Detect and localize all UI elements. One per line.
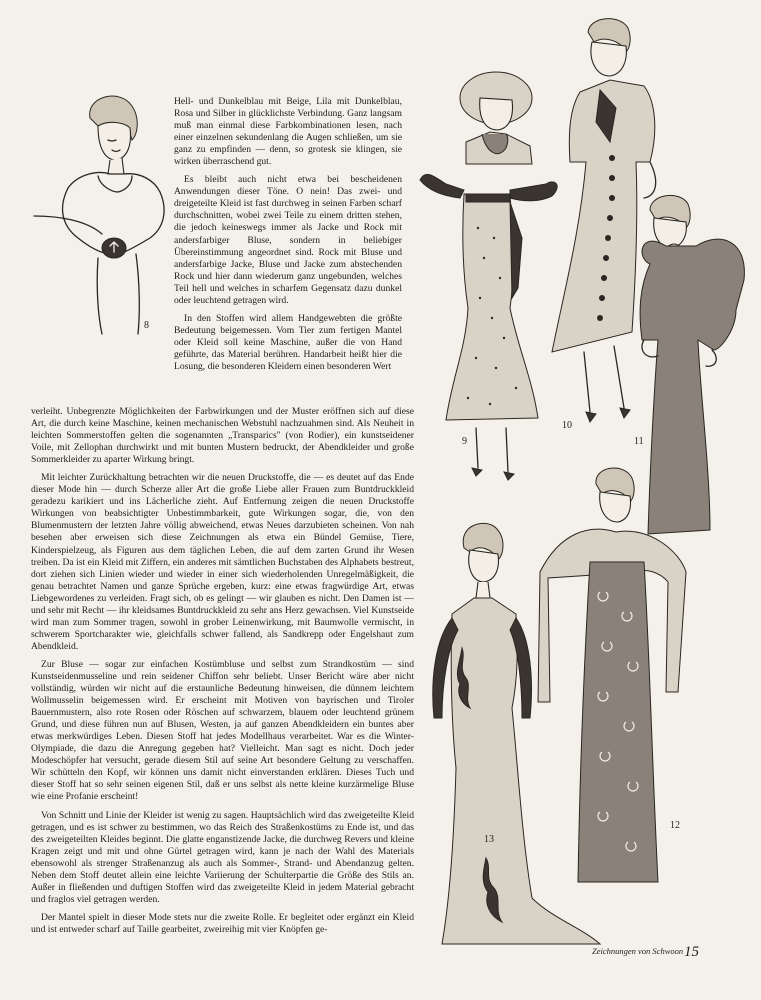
figure-number: 11 — [634, 436, 644, 447]
figure-number: 9 — [462, 436, 467, 447]
illustration-figure-12 — [520, 462, 700, 892]
figure-number: 10 — [562, 420, 572, 431]
paragraph: Es bleibt auch nicht etwa bei bescheidenen Anwendungen dieser Töne. O nein! Das zwei- und dreigeteilte Kleid ist fast durchweg in seinen Farben scharf durchschnitten, wobei zwei Teile zu einem dritten stehen, die jedoch keineswegs immer als Jacke und Rock mit andersfarbiger Bluse, sondern in beliebiger Übereinstimmung angeordnet sind. Rock mit Bluse und andersfarbige Jacke, Bluse und Jacke zum abstechenden Rock und hier dann wiederum ganz ungebunden, welches Teil hell und welches in scharfem Gegensatz dazu dunkel oder leuchtend getragen wird. — [174, 174, 402, 306]
figure-number: 8 — [144, 320, 149, 331]
article-column-upper — [174, 96, 402, 373]
figure-number: 12 — [670, 820, 680, 831]
paragraph: Zur Bluse — sogar zur einfachen Kostümbluse und selbst zum Strandkostüm — sind Kunstseidenmusseline und rein seidener Chiffon sehr beliebt. Unser Bericht wäre aber nicht vollständig, würden wir nicht auf die erstaunliche Bedeutung hinweisen, die dünnem leichtem Wollmusselin beigemessen wird. Er erscheint mit Motiven von bayrischen und Tiroler Bauernmustern, also rote Rosen oder Röschen auf schwarzem, blauem oder leuchtend grünem Grund, und diese führen nun auf Blusen, Westen, ja auf ganzen Abendkleidern ein buntes aber etwas merkwürdiges Leben. Diesen Stoff hat jedes Modellhaus verarbeitet. War es die Winter-Olympiade, die dazu die Anregung gegeben hat? Vielleicht. Man sagt es nicht. Doch jeder Modeschöpfer hat versucht, gerade diesem Stil auf seine Art besondere Geltung zu verschaffen. Wir schütteln den Kopf, wir können uns damit nicht einverstanden erklären. Dieses Tuch und dieser Stoff hat so sehr seinen eigenen Stil, daß er uns selbst als nette kleine kurzärmelige Bluse wie eine Profanie erscheint! — [31, 658, 414, 803]
paragraph: Der Mantel spielt in dieser Mode stets nur die zweite Rolle. Er begleitet oder ergänzt ein Kleid und ist entweder scharf auf Taille gearbeitet, zweireihig mit vier Knöpfen ge- — [31, 911, 414, 935]
paragraph: In den Stoffen wird allem Handgewebten die größte Bedeutung beigemessen. Vom Tier zum fertigen Mantel oder Kleid soll keine Maschine, außer die von Hand geführte, das Material berühren. Handarbeit heißt hier die Losung, die besonderen Kleidern einen besonderen Wert — [174, 312, 402, 372]
illustration-credit: Zeichnungen von Schwoon — [592, 946, 684, 956]
paragraph: verleiht. Unbegrenzte Möglichkeiten der Farbwirkungen und der Muster eröffnen sich auf diese Art, die durch keine Maschine, keinen mechanischen Webstuhl nachzuahmen sind. Als Neuheit in leichten Sommerstoffen gelten die sogenannten „Transparics" (von Rodier), ein kunstseidener Voile, mit Zellophan durchwirkt und mit bunten Mustern bedruckt, der Abendkleider und große Sommerkleider zu aparter Wirkung bringt. — [31, 406, 414, 466]
paragraph: Von Schnitt und Linie der Kleider ist wenig zu sagen. Hauptsächlich wird das zweigeteilte Kleid getragen, und es ist schwer zu bestimmen, wo das Reich des Straßenkostüms zu Ende ist, und das des zweigeteilten Kleides beginnt. Die glatte enganstizende Jacke, die durchweg Revers und kleine Kragen zeigt und mit und ohne Gürtel getragen wird, kann je nach der Wahl des Materials ebensowohl als strenger Straßenanzug als auch als Sommer-, Strand- und Abendanzug gelten. Neben dem Stoff deutet allein eine leichte Variierung der Schulterpartie die Größe des Stils an. Außer in fließenden und duftigen Stoffen wird das zweigeteilte Kleid in jedem Material gebracht und fraglos viel getragen werden. — [31, 809, 414, 905]
paragraph: Hell- und Dunkelblau mit Beige, Lila mit Dunkelblau, Rosa und Silber in glücklichste Verbindung. Ganz langsam muß man einmal diese Farbkombinationen lesen, nach einer einzelnen sekundenlang die Augen schließen, um sie ganz zu empfinden — denn, so grotesk sie klingen, sie wirken überraschend gut. — [174, 96, 402, 168]
article-column-lower — [31, 406, 414, 942]
illustration-figure-8 — [28, 88, 176, 338]
paragraph: Mit leichter Zurückhaltung betrachten wir die neuen Druckstoffe, die — es deutet auf das Ende dieser Mode hin — durch Scherze aller Art die große Liebe aller Frauen zum Buntdruckkleid geradezu karikiert und ins Lächerliche zieht. Auf Entfernung zeigen die neuen Druckstoffe Wirkungen von beabsichtigter Unbestimmbarkeit, gute Wirkungen sogar, die, von den Blumenmustern der letzten Jahre völlig abweichend, etwas Neues darzubieten scheinen. Von nah besehen aber erweisen sich diese Zeichnungen als etwa ein Bündel Gemüse, Tiere, Kinderspielzeug, als Figuren aus dem täglichen Leben, die auf dem zarten Grund ihr Wesen treiben. Da ist ein Kleid mit Ziffern, ein anderes mit sämtlichen Buchstaben des Alphabets bestreut, dort ziehen sich Linien wieder und wieder in einer sich wiederholenden Unregelmäßigkeit, die genau betrachtet Namen und ganze Sprüche ergeben, kurz: eine etwas fragwürdige Art, etwas Liebgewordenes zu verleiden. Fragt sich, ob es gelingt — wir glauben es nicht. Den Damen ist — und sehr mit Recht — ihr kleidsames Buntdruckkleid zu sehr ans Herz gewachsen. Viel Kunstseide wird man zum Sommer tragen, sowohl in grober Leinenwirkung, mit Baumwolle vermischt, in schwerem Sportcharakter wie, gleichfalls schwer fallend, als Sandkrepp oder Engelshaut zum Abendkleid. — [31, 472, 414, 652]
figure-number: 13 — [484, 834, 494, 845]
page-number: 15 — [684, 944, 699, 960]
